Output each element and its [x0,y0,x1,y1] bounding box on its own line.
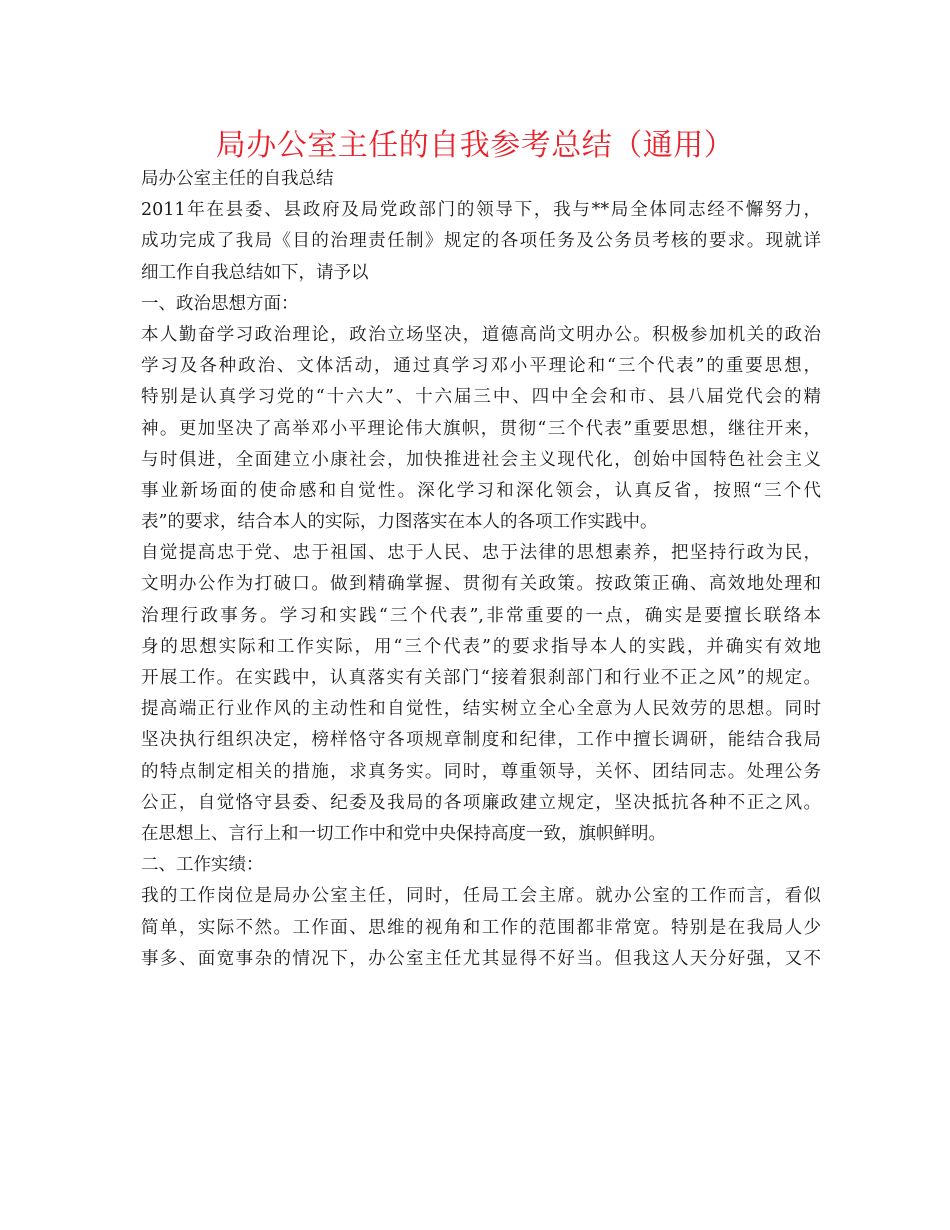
body-line: 的特点制定相关的措施，求真务实。同时，尊重领导，关怀、团结同志。处理公务 [141,761,821,782]
body-line: 简单，实际不然。工作面、思维的视角和工作的范围都非常宽。特别是在我局人少 [141,917,821,938]
body-line: 开展工作。在实践中，认真落实有关部门“接着狠刹部门和行业不正之风”的规定。 [141,668,821,688]
body-line: 自觉提高忠于党、忠于祖国、忠于人民、忠于法律的思想素养，把坚持行政为民， [141,543,821,564]
body-line: 事多、面宽事杂的情况下，办公室主任尤其显得不好当。但我这人天分好强，又不 [141,948,821,969]
body-line: 治理行政事务。学习和实践“三个代表”,非常重要的一点，确实是要擅长联络本 [141,605,821,626]
body-line: 2011年在县委、县政府及局党政部门的领导下，我与**局全体同志经不懈努力， [141,200,821,221]
body-line: 本人勤奋学习政治理论，政治立场坚决，道德高尚文明办公。积极参加机关的政治 [141,324,821,345]
body-line: 公正，自觉恪守县委、纪委及我局的各项廉政建立规定，坚决抵抗各种不正之风。 [141,792,821,813]
document-title: 局办公室主任的自我参考总结（通用） [215,128,735,163]
body-line: 文明办公作为打破口。做到精确掌握、贯彻有关政策。按政策正确、高效地处理和 [141,574,821,595]
body-line: 特别是认真学习党的“十六大”、十六届三中、四中全会和市、县八届党代会的精 [141,387,821,408]
body-line: 细工作自我总结如下，请予以 [141,262,369,283]
body-line: 表”的要求，结合本人的实际，力图落实在本人的各项工作实践中。 [141,512,658,533]
body-line: 提高端正行业作风的主动性和自觉性，结实树立全心全意为人民效劳的思想。同时 [141,699,821,720]
body-line: 一、政治思想方面： [141,293,299,314]
body-line: 与时俱进，全面建立小康社会，加快推进社会主义现代化，创始中国特色社会主义 [141,449,821,470]
document-body [141,164,821,975]
body-line: 身的思想实际和工作实际，用“三个代表”的要求指导本人的实践，并确实有效地 [141,636,821,657]
body-line: 局办公室主任的自我总结 [141,169,334,189]
body-line: 事业新场面的使命感和自觉性。深化学习和深化领会，认真反省，按照“三个代 [141,480,821,501]
body-line: 成功完成了我局《目的治理责任制》规定的各项任务及公务员考核的要求。现就详 [141,231,821,252]
body-line: 我的工作岗位是局办公室主任，同时，任局工会主席。就办公室的工作而言，看似 [141,886,821,907]
body-line: 坚决执行组织决定，榜样恪守各项规章制度和纪律，工作中擅长调研，能结合我局 [141,730,821,751]
body-line: 在思想上、言行上和一切工作中和党中央保持高度一致，旗帜鲜明。 [141,823,666,844]
body-line: 二、工作实绩： [141,855,264,876]
body-line: 神。更加坚决了高举邓小平理论伟大旗帜，贯彻“三个代表”重要思想，继往开来， [141,418,821,439]
body-line: 学习及各种政治、文体活动，通过真学习邓小平理论和“三个代表”的重要思想， [141,356,821,377]
